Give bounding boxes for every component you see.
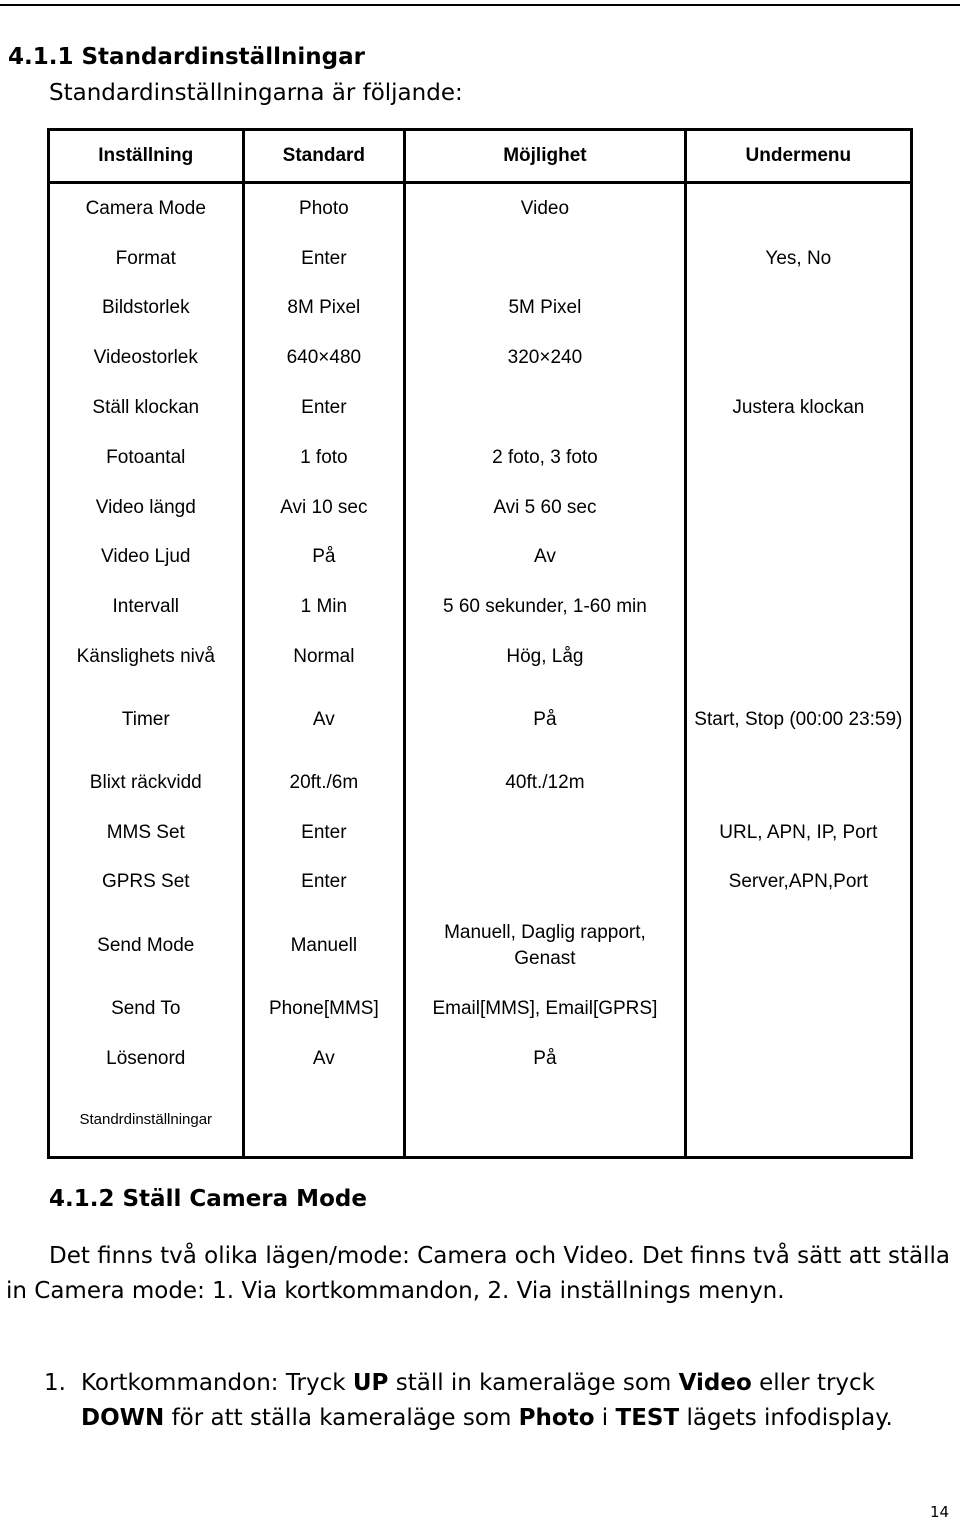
table-row [49,808,912,858]
settings-table [47,128,913,1159]
table-cell: URL, APN, IP, Port [685,808,911,858]
table-cell: På [243,533,405,583]
table-cell: Video [405,183,686,234]
section-title: 4.1.1 Standardinställningar [8,44,365,70]
table-row [49,758,912,808]
table-cell [685,183,911,234]
table-row [49,383,912,433]
list-number: 1. [44,1370,66,1396]
table-cell: Video Ljud [49,533,244,583]
text-run: i [594,1405,616,1431]
table-row [49,1084,912,1158]
table-cell: 20ft./6m [243,758,405,808]
table-row [49,582,912,632]
table-cell: 640×480 [243,333,405,383]
table-cell: Camera Mode [49,183,244,234]
text-run: ställ in kameraläge som [388,1370,679,1396]
table-cell: Intervall [49,582,244,632]
table-cell: Standrdinställningar [49,1084,244,1158]
table-cell: Enter [243,383,405,433]
table-cell: 1 Min [243,582,405,632]
text-run: eller tryck [751,1370,875,1396]
header-cell: Inställning [49,130,244,183]
table-cell: Photo [243,183,405,234]
table-cell: På [405,1034,686,1084]
table-cell: Enter [243,858,405,908]
table-cell: Lösenord [49,1034,244,1084]
table-cell [685,284,911,334]
table-row [49,632,912,682]
keyword-video: Video [678,1370,752,1396]
table-cell: Phone[MMS] [243,984,405,1034]
text-run: Kortkommandon: Tryck [81,1370,353,1396]
table-row [49,333,912,383]
keyword-up: UP [352,1370,389,1396]
table-cell: 1 foto [243,433,405,483]
table-cell [405,234,686,284]
table-row [49,183,912,234]
table-cell: Justera klockan [685,383,911,433]
table-cell: 2 foto, 3 foto [405,433,686,483]
table-cell [685,433,911,483]
table-cell [685,483,911,533]
keyword-down: DOWN [81,1405,165,1431]
subsection-title: 4.1.2 Ställ Camera Mode [49,1186,367,1212]
table-cell: Server,APN,Port [685,858,911,908]
table-cell: Av [243,1034,405,1084]
table-cell: På [405,682,686,758]
table-row [49,858,912,908]
table-cell [405,1084,686,1158]
table-cell: Start, Stop (00:00 23:59) [685,682,911,758]
table-cell [685,984,911,1034]
table-cell [685,1034,911,1084]
table-cell: 40ft./12m [405,758,686,808]
table-row [49,682,912,758]
paragraph-text: Det finns två olika lägen/mode: Camera och Video. Det finns två sätt att ställa in Camera mode: 1. Via kortkommandon, 2. Via inställnings menyn. [6,1243,951,1304]
table-cell: Send Mode [49,907,244,984]
table-row [49,433,912,483]
table-cell [405,858,686,908]
table-cell: Send To [49,984,244,1034]
list-item [44,1366,944,1436]
table-cell: Avi 5 60 sec [405,483,686,533]
table-cell: Video längd [49,483,244,533]
table-cell: Av [243,682,405,758]
table-cell [685,582,911,632]
keyword-photo: Photo [518,1405,595,1431]
table-cell: 5 60 sekunder, 1-60 min [405,582,686,632]
table-cell [685,333,911,383]
table-row [49,907,912,984]
paragraph [6,1239,951,1309]
table-cell: Manuell [243,907,405,984]
table-cell: Yes, No [685,234,911,284]
table-row [49,533,912,583]
section-intro: Standardinställningarna är följande: [49,80,463,106]
table-cell: Bildstorlek [49,284,244,334]
top-rule [0,4,960,6]
table-row [49,234,912,284]
table-row [49,1034,912,1084]
table-cell: Enter [243,234,405,284]
table-cell [685,632,911,682]
table-cell: GPRS Set [49,858,244,908]
table-cell: Format [49,234,244,284]
table-cell [405,383,686,433]
table-cell [685,907,911,984]
table-cell [405,808,686,858]
header-cell: Möjlighet [405,130,686,183]
table-row [49,984,912,1034]
table-cell [685,758,911,808]
table-cell: Fotoantal [49,433,244,483]
table-cell: Videostorlek [49,333,244,383]
header-cell: Undermenu [685,130,911,183]
table-cell: Blixt räckvidd [49,758,244,808]
table-cell: Email[MMS], Email[GPRS] [405,984,686,1034]
table-cell: Manuell, Daglig rapport, Genast [405,907,686,984]
table-cell: Timer [49,682,244,758]
header-cell: Standard [243,130,405,183]
table-cell [685,1084,911,1158]
table-cell: 5M Pixel [405,284,686,334]
table-cell: MMS Set [49,808,244,858]
table-cell: 320×240 [405,333,686,383]
table-cell: Normal [243,632,405,682]
table-cell: Hög, Låg [405,632,686,682]
keyword-test: TEST [615,1405,680,1431]
table-cell: Avi 10 sec [243,483,405,533]
table-cell: Känslighets nivå [49,632,244,682]
text-run: för att ställa kameraläge som [164,1405,519,1431]
table-header-row [49,130,912,183]
table-cell: Av [405,533,686,583]
table-row [49,483,912,533]
text-run: lägets infodisplay. [679,1405,893,1431]
list-text [81,1366,944,1436]
table-row [49,284,912,334]
table-cell: Ställ klockan [49,383,244,433]
table-cell [685,533,911,583]
table-cell: 8M Pixel [243,284,405,334]
table-cell [243,1084,405,1158]
table-cell: Enter [243,808,405,858]
page-number: 14 [930,1503,950,1521]
